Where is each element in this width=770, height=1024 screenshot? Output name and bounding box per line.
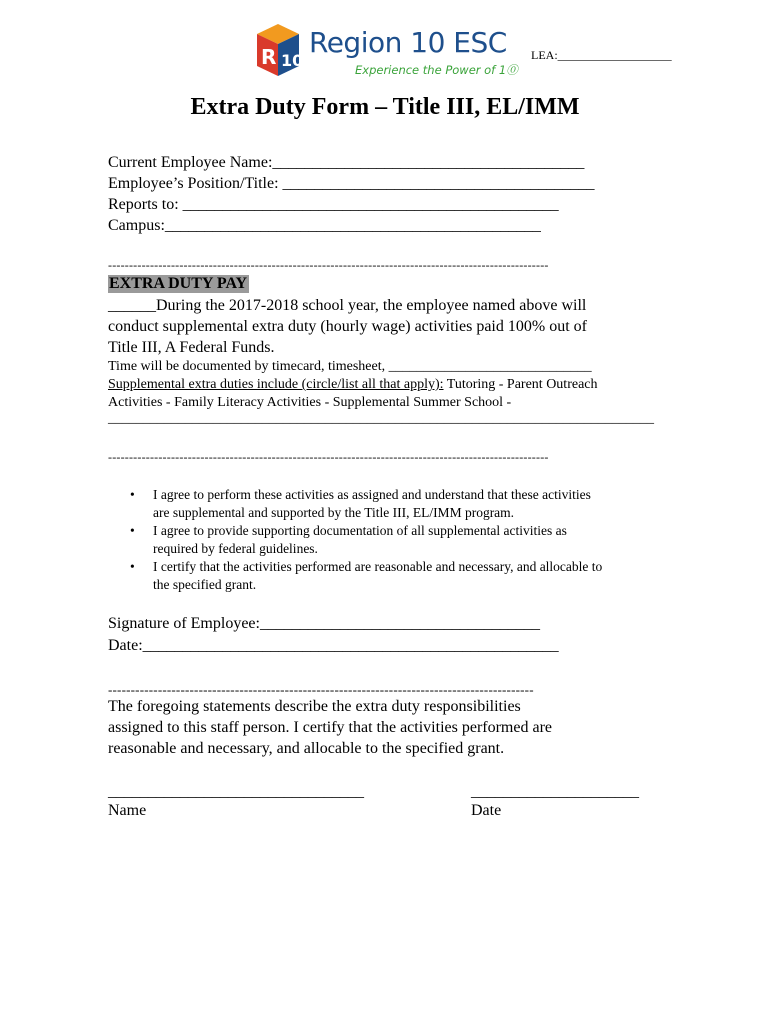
bullet-icon: • <box>130 559 135 574</box>
section-divider: --------------------------------------------------------------------------------------------------------- <box>108 258 549 272</box>
region10-cube-icon <box>255 22 304 78</box>
extra-duty-text-line: conduct supplemental extra duty (hourly wage) activities paid 100% out of <box>108 318 587 335</box>
certification-text: reasonable and necessary, and allocable to the specified grant. <box>108 740 505 757</box>
bullet-icon: • <box>130 523 135 538</box>
supplemental-duties-label: Supplemental extra duties include (circle/list all that apply): <box>108 377 444 392</box>
signature-date-field[interactable]: Date:____________________________________________________ <box>108 637 559 654</box>
extra-duty-text-line[interactable]: ______During the 2017-2018 school year, the employee named above will <box>108 297 587 314</box>
extra-duty-text-line: Title III, A Federal Funds. <box>108 339 275 356</box>
supplemental-duties-options[interactable]: Tutoring - Parent Outreach <box>443 377 598 392</box>
agreement-list <box>108 486 668 594</box>
certification-text: assigned to this staff person. I certify that the activities performed are <box>108 719 552 736</box>
agreement-item <box>108 486 668 522</box>
name-label: Name <box>108 802 147 819</box>
section-divider: --------------------------------------------------------------------------------------------------------- <box>108 450 549 464</box>
extra-duty-pay-heading: EXTRA DUTY PAY <box>109 275 248 292</box>
reports-to-field[interactable]: Reports to: _______________________________________________ <box>108 196 559 213</box>
employee-signature-field[interactable]: Signature of Employee:___________________________________ <box>108 615 540 632</box>
logo-wordmark: Region 10 ESC <box>309 26 507 59</box>
agreement-text: I certify that the activities performed are reasonable and necessary, and allocable to <box>153 559 603 574</box>
agreement-text: are supplemental and supported by the Title III, EL/IMM program. <box>153 505 515 520</box>
supplemental-duties-options[interactable]: Activities - Family Literacy Activities - Supplemental Summer School - <box>108 395 512 410</box>
svg-text:R: R <box>261 45 277 69</box>
date-label: Date <box>471 802 502 819</box>
time-documentation-field[interactable]: Time will be documented by timecard, timesheet, _____________________________ <box>108 359 592 374</box>
supplemental-duties-blank[interactable]: ______________________________________________________________________________ <box>108 411 654 426</box>
region10-logo <box>255 22 518 80</box>
campus-field[interactable]: Campus:_______________________________________________ <box>108 217 541 234</box>
agreement-item <box>108 558 668 594</box>
logo-tagline: Experience the Power of 1⓪ <box>355 63 518 77</box>
certification-text: The foregoing statements describe the extra duty responsibilities <box>108 698 521 715</box>
supplemental-duties-line <box>108 377 598 393</box>
employee-position-field[interactable]: Employee’s Position/Title: _______________________________________ <box>108 175 595 192</box>
agreement-text: required by federal guidelines. <box>153 541 318 556</box>
employee-name-field[interactable]: Current Employee Name:_______________________________________ <box>108 154 585 171</box>
agreement-text: I agree to provide supporting documentation of all supplemental activities as <box>153 523 567 538</box>
agreement-text: the specified grant. <box>153 577 257 592</box>
svg-text:10: 10 <box>281 51 304 70</box>
agreement-text: I agree to perform these activities as assigned and understand that these activities <box>153 487 591 502</box>
name-signature-line[interactable]: ________________________________ <box>108 783 364 800</box>
agreement-item <box>108 522 668 558</box>
section-divider: ---------------------------------------------------------------------------------------------- <box>108 682 534 697</box>
bullet-icon: • <box>130 487 135 502</box>
date-signature-line[interactable]: _____________________ <box>471 783 639 800</box>
lea-field[interactable]: LEA:___________________ <box>531 48 672 62</box>
form-title: Extra Duty Form – Title III, EL/IMM <box>190 94 580 120</box>
